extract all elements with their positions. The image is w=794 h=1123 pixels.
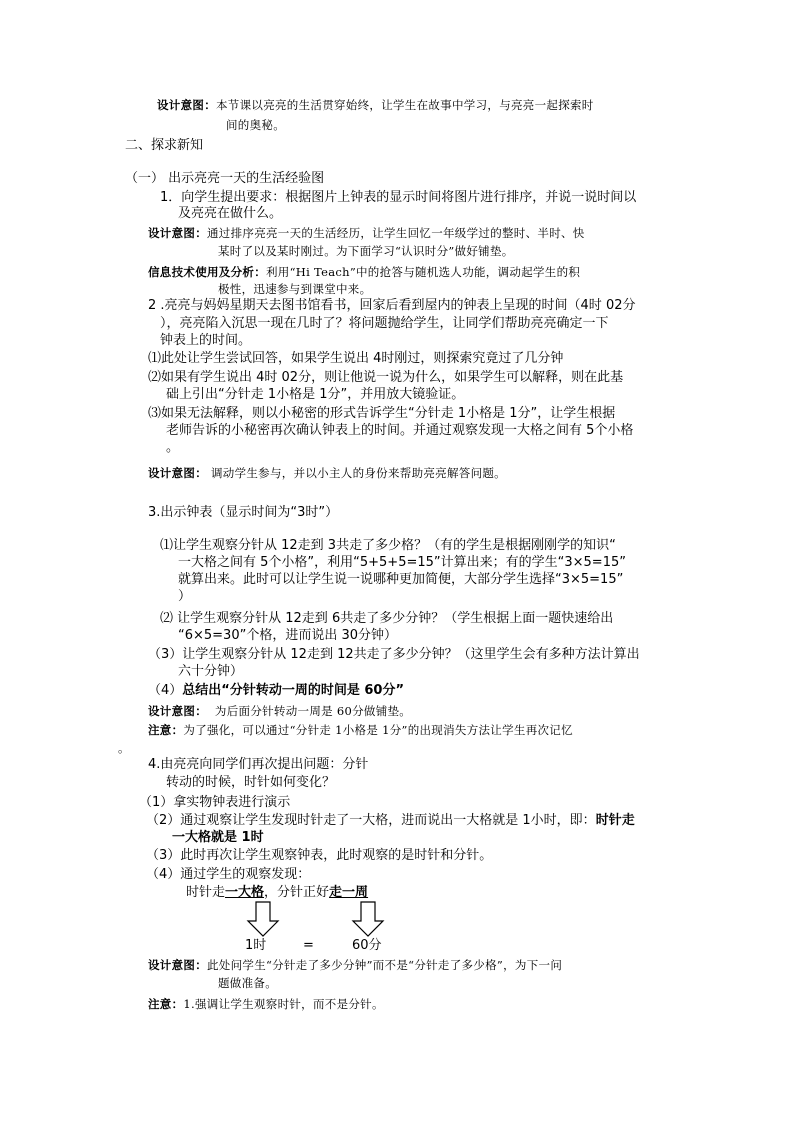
item-2-line-b: ），亮亮陷入沉思一现在几时了？将问题抛给学生，让同学们帮助亮亮确定一下: [160, 316, 609, 331]
item-1-line-b: 及亮亮在做什么。: [178, 206, 283, 221]
diagram-underline-1: 一大格: [225, 885, 265, 900]
item-3-q4-number: （4）: [148, 683, 183, 698]
design-intent-1: [157, 97, 594, 113]
item-2-sub-2-a: ⑵如果有学生说出 4时 02分，则让他说一说为什么，如果学生可以解释，则在此基: [148, 370, 624, 385]
design-intent-text: 调动学生参与，并以小主人的身份来帮助亮亮解答问题。: [210, 466, 506, 480]
down-arrow-right-icon: [351, 901, 385, 937]
diagram-underline-2: 走一周: [329, 885, 369, 900]
design-intent-5: [148, 957, 562, 973]
item-3-q2-a: ⑵ 让学生观察分针从 12走到 6共走了多少分钟？（学生根据上面一题快速给出: [160, 611, 614, 626]
design-intent-3: [148, 465, 506, 481]
item-3-q3-b: 六十分钟）: [178, 664, 244, 679]
item-2-sub-1: ⑴此处让学生尝试回答，如果学生说出 4时刚过，则探索究竟过了几分钟: [148, 351, 564, 366]
item-3-q1-c: 就算出来。此时可以让学生说一说哪种更加简便，大部分学生选择“3×5=15”: [178, 572, 624, 587]
diagram-prefix: 时针走: [186, 885, 226, 900]
subsection-number: （一）: [125, 171, 165, 186]
tech-note-label: 信息技术使用及分析：: [148, 265, 266, 279]
item-2-line-a: 2 .亮亮与妈妈星期天去图书馆看书，回家后看到屋内的钟表上呈现的时间（4时 02分: [148, 298, 636, 313]
item-4-sub-2-a: [146, 813, 635, 829]
diagram-left-value: 1时: [245, 938, 267, 953]
diagram-right-value: 60分: [352, 938, 382, 953]
item-2-sub-2-b: 础上引出“分针走 1小格是 1分”，并用放大镜验证。: [166, 387, 465, 402]
design-intent-2-cont: 某时了以及某时刚过。为下面学习“认识时分”做好铺垫。: [218, 244, 514, 258]
design-intent-label: 设计意图：: [148, 226, 207, 240]
note-1: [148, 722, 573, 738]
item-4-line-a: 4.由亮亮向同学们再次提出问题：分针: [148, 757, 369, 772]
item-4-sub-3: （3）此时再次让学生观察钟表，此时观察的是时针和分针。: [146, 848, 493, 863]
note-label: 注意：: [148, 723, 184, 737]
design-intent-5-cont: 题做准备。: [218, 976, 277, 990]
design-intent-label: 设计意图：: [148, 466, 207, 480]
item-2-sub-3-a: ⑶如果无法解释，则以小秘密的形式告诉学生“分针走 1小格是 1分”，让学生根据: [148, 406, 616, 421]
item-3-q1-b: 一大格之间有 5个小格”，利用“5+5+5=15”计算出来；有的学生“3×5=15”: [178, 555, 626, 570]
design-intent-text: 通过排序亮亮一天的生活经历，让学生回忆一年级学过的整时、半时、快: [207, 226, 585, 240]
design-intent-text: 为后面分针转动一周是 60分做铺垫。: [214, 704, 412, 718]
item-2-line-c: 钟表上的时间。: [160, 333, 252, 348]
design-intent-label: 设计意图：: [148, 958, 207, 972]
item-3-title: 3.出示钟表（显示时间为“3时”）: [148, 505, 339, 520]
tech-note: [148, 264, 580, 280]
item-4-sub-2-text: （2）通过观察让学生发现时针走了一大格，进而说出一大格就是 1小时，即：: [146, 813, 596, 828]
subsection-title: 出示亮亮一天的生活经验图: [168, 171, 325, 186]
item-4-sub-1: （1）拿实物钟表进行演示: [139, 795, 291, 810]
note-label: 注意：: [148, 997, 184, 1011]
note-2: [148, 996, 384, 1012]
down-arrow-left-icon: [246, 901, 280, 937]
diagram-statement: [186, 885, 368, 901]
diagram-middle: ，分针正好: [264, 885, 330, 900]
design-intent-4: [148, 703, 411, 719]
item-4-sub-4: （4）通过学生的观察发现：: [146, 867, 311, 882]
design-intent-2: [148, 225, 585, 241]
note-1-cont: 。: [118, 741, 130, 755]
design-intent-1-cont: 间的奥秘。: [226, 118, 285, 132]
item-1-line-a: 1．向学生提出要求：根据图片上钟表的显示时间将图片进行排序，并说一说时间以: [160, 190, 637, 205]
tech-note-cont: 极性，迅速参与到课堂中来。: [218, 282, 372, 296]
item-4-sub-2-bold: 时针走: [595, 813, 635, 828]
item-4-line-b: 转动的时候，时针如何变化？: [166, 775, 336, 790]
tech-note-text: 利用“Hi Teach”中的抢答与随机选人功能，调动起学生的积: [266, 265, 581, 279]
item-4-sub-2-b: 一大格就是 1时: [172, 830, 264, 845]
section-title: 二、探求新知: [125, 138, 204, 153]
design-intent-text: 本节课以亮亮的生活贯穿始终，让学生在故事中学习，与亮亮一起探索时: [216, 98, 594, 112]
note-text: 为了强化，可以通过“分针走 1小格是 1分”的出现消失方法让学生再次记忆: [183, 723, 573, 737]
design-intent-text: 此处问学生“分针走了多少分钟”而不是“分针走了多少格”，为下一问: [207, 958, 563, 972]
design-intent-label: 设计意图：: [148, 704, 207, 718]
item-3-q1-a: ⑴让学生观察分针从 12走到 3共走了多少格？（有的学生是根据刚刚学的知识“: [160, 538, 616, 553]
item-3-q4: [148, 683, 404, 699]
item-3-q3-a: （3）让学生观察分针从 12走到 12共走了多少分钟？（这里学生会有多种方法计算出: [148, 647, 640, 662]
item-3-q2-b: “6×5=30”个格，进而说出 30分钟）: [178, 628, 398, 643]
item-2-sub-3-c: 。: [166, 440, 180, 455]
item-3-q1-d: ）: [178, 589, 192, 604]
note-text: 1.强调让学生观察时针，而不是分针。: [183, 997, 384, 1011]
item-2-sub-3-b: 老师告诉的小秘密再次确认钟表上的时间。并通过观察发现一大格之间有 5个小格: [166, 423, 634, 438]
design-intent-label: 设计意图：: [157, 98, 216, 112]
item-3-q4-summary: 总结出“分针转动一周的时间是 60分”: [182, 683, 404, 698]
diagram-equals: =: [303, 938, 314, 953]
subsection-heading: [125, 171, 324, 187]
